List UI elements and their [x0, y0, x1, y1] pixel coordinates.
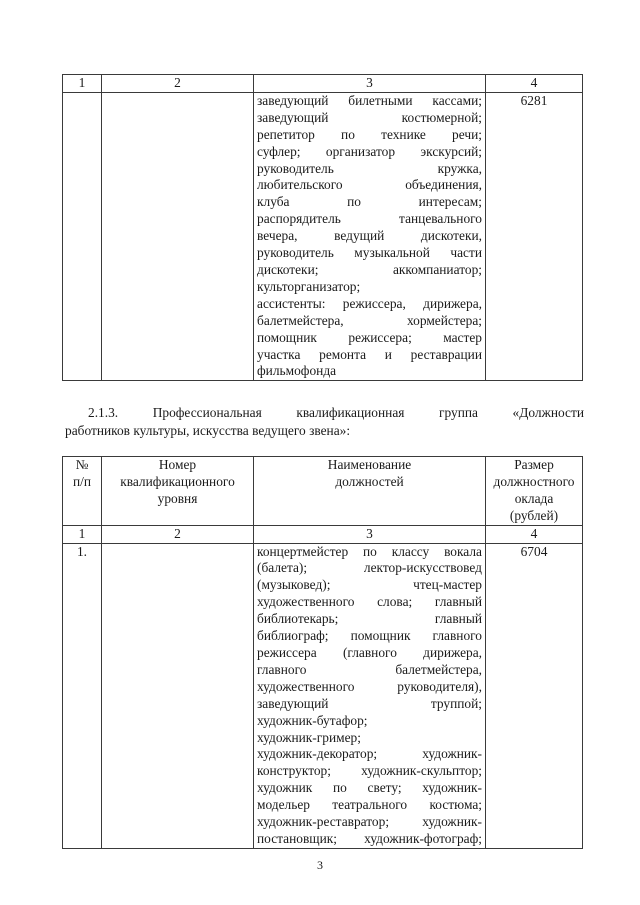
header-number — [63, 457, 102, 526]
position-line: руководитель кружка, — [257, 160, 482, 176]
table-leading-tier — [62, 456, 583, 849]
position-line: ассистенты: режиссера, дирижера, — [257, 295, 482, 311]
header-positions — [254, 457, 486, 526]
header-level — [102, 457, 254, 526]
position-line: художник-реставратор; художник- — [257, 814, 482, 830]
position-line: репетитор по технике речи; — [257, 126, 482, 142]
row-number-cell: 1. — [63, 543, 102, 848]
position-line: художник-гример; — [257, 729, 361, 745]
position-line: культорганизатор; — [257, 278, 361, 294]
position-line: конструктор; художник-скульптор; — [257, 763, 482, 779]
position-line: любительского объединения, — [257, 177, 482, 193]
position-line: главного балетмейстера, — [257, 661, 482, 677]
position-line: заведующий билетными кассами; — [257, 92, 482, 108]
page-number: 3 — [317, 858, 323, 872]
position-line: (балета); лектор-искусствовед — [257, 560, 482, 576]
salary-cell: 6281 — [486, 92, 583, 380]
section-heading-line2: работников культуры, искусства ведущего звена»: — [65, 423, 351, 438]
salary-cell: 6704 — [486, 543, 583, 848]
position-line: заведующий труппой; — [257, 695, 482, 711]
position-line: художественного руководителя), — [257, 678, 482, 694]
header-text: Номер — [158, 457, 197, 472]
column-numbers-row — [63, 75, 583, 93]
position-line: художник-бутафор; — [257, 712, 368, 728]
position-line: библиограф; помощник главного — [257, 628, 482, 644]
column-numbers-row — [63, 525, 583, 543]
header-text: п/п — [72, 473, 92, 489]
column-number: 3 — [254, 525, 486, 543]
position-line: художник по свету; художник- — [257, 780, 482, 796]
position-line: концертмейстер по классу вокала — [257, 543, 482, 559]
table-continued — [62, 74, 583, 381]
position-line: модельер театрального костюма; — [257, 797, 482, 813]
position-line: библиотекарь; главный — [257, 611, 482, 627]
column-number: 1 — [63, 75, 102, 93]
header-salary — [486, 457, 583, 526]
position-line: фильмофонда — [257, 363, 337, 379]
column-number: 3 — [254, 75, 486, 93]
position-line: суфлер; организатор экскурсий; — [257, 143, 482, 159]
header-text: Размер — [514, 457, 554, 472]
row-number-cell — [63, 92, 102, 380]
level-cell — [102, 543, 254, 848]
position-line: участка ремонта и реставрации — [257, 346, 482, 362]
position-line: режиссера (главного дирижера, — [257, 644, 482, 660]
column-number: 4 — [486, 525, 583, 543]
section-heading-line1: 2.1.3. Профессиональная квалификационная группа «Должности — [88, 405, 584, 420]
header-text: квалификационного — [120, 473, 235, 489]
position-line: вечера, ведущий дискотеки, — [257, 228, 482, 244]
column-number: 2 — [102, 75, 254, 93]
table-row — [63, 543, 583, 848]
column-number: 4 — [486, 75, 583, 93]
table-row — [63, 92, 583, 380]
position-line: художник-декоратор; художник- — [257, 746, 482, 762]
position-line: художественного слова; главный — [257, 594, 482, 610]
position-line: заведующий костюмерной; — [257, 109, 482, 125]
position-line: балетмейстера, хормейстера; — [257, 312, 482, 328]
header-row — [63, 457, 583, 526]
header-text: Наименование — [327, 457, 412, 472]
position-line: помощник режиссера; мастер — [257, 329, 482, 345]
header-text: должностного — [493, 473, 575, 489]
position-line: руководитель музыкальной части — [257, 245, 482, 261]
level-cell — [102, 92, 254, 380]
header-text: оклада (рублей) — [509, 490, 559, 523]
column-number: 1 — [63, 525, 102, 543]
position-line: распорядитель танцевального — [257, 211, 482, 227]
header-text: должностей — [335, 473, 404, 489]
position-line: постановщик; художник-фотограф; — [257, 830, 482, 846]
positions-cell — [254, 92, 486, 380]
position-line: дискотеки; аккомпаниатор; — [257, 261, 482, 277]
positions-cell — [254, 543, 486, 848]
column-number: 2 — [102, 525, 254, 543]
position-line: (музыковед); чтец-мастер — [257, 577, 482, 593]
header-text: № — [75, 457, 89, 472]
header-text: уровня — [157, 490, 198, 506]
position-line: клуба по интересам; — [257, 194, 482, 210]
